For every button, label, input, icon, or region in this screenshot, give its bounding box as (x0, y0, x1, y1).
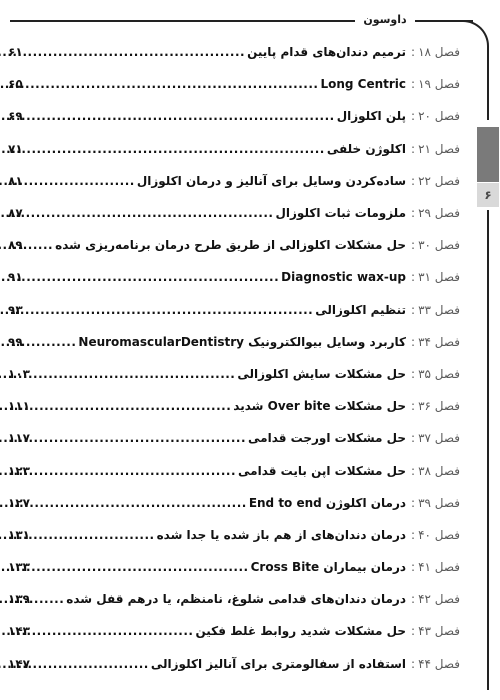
running-header-title: داوسون (355, 10, 415, 30)
leader-dots (25, 109, 335, 123)
page-number: ۸۷ (8, 206, 23, 221)
leader-dots (32, 528, 155, 542)
chapter-title: Long Centric (320, 77, 407, 92)
toc-entry[interactable]: فصل ۳۰ : حل مشکلات اکلوزالی از طریق طرح درمان برنامه‌ریزی شده ..... ۸۹ (8, 229, 460, 261)
toc-entry[interactable]: فصل ۲۰ : پلن اکلوزال ..... ۶۹ (8, 100, 460, 132)
page-number: ۹۳ (8, 302, 23, 317)
leader-dots (25, 206, 274, 220)
toc-entry[interactable]: فصل ۳۵ : حل مشکلات سایش اکلوزالی ..... ۱۰۳ (8, 358, 460, 390)
chapter-title: ساده‌کردن وسایل برای آنالیز و درمان اکلوزال (136, 173, 407, 188)
toc-entry[interactable]: فصل ۳۷ : حل مشکلات اورجت قدامی ..... ۱۱۷ (8, 422, 460, 454)
chapter-number: فصل ۴۳ (418, 624, 460, 639)
chapter-number: فصل ۳۵ (418, 366, 460, 381)
chapter-title: درمان دندان‌های از هم باز شده یا جدا شده (156, 527, 407, 542)
page-number: ۹۱ (8, 270, 23, 285)
chapter-title: حل مشکلات سایش اکلوزالی (237, 366, 407, 381)
page-number: ۸۱ (8, 173, 23, 188)
toc-entry[interactable]: فصل ۱۸ : ترمیم دندان‌های قدام پایین ..... ۶۱ (8, 36, 460, 68)
side-rule (487, 210, 489, 690)
toc-entry[interactable]: فصل ۳۶ : حل مشکلات Over bite شدید ..... ۱۱۱ (8, 390, 460, 422)
leader-dots (25, 303, 314, 317)
leader-dots (25, 335, 77, 349)
toc-entry[interactable]: فصل ۲۱ : اکلوژن خلفی ..... ۷۱ (8, 133, 460, 165)
chapter-number: فصل ۴۱ (418, 560, 460, 575)
page-number: ۱۰۳ (8, 366, 30, 381)
leader-dots (25, 142, 325, 156)
page-number: ۱۴۳ (8, 624, 30, 639)
leader-dots (32, 560, 249, 574)
chapter-title: حل مشکلات اورجت قدامی (248, 431, 407, 446)
chapter-title: حل مشکلات اپن بایت قدامی (238, 463, 407, 478)
leader-dots (32, 399, 231, 413)
page-number: ۶۵ (8, 77, 23, 92)
toc-entry[interactable]: فصل ۴۲ : درمان دندان‌های قدامی شلوغ، نامنظم، یا درهم قفل شده ..... ۱۳۹ (8, 583, 460, 615)
chapter-number: فصل ۴۰ (418, 527, 460, 542)
leader-dots (32, 464, 236, 478)
chapter-number: فصل ۱۹ (418, 77, 460, 92)
page-number: ۱۳۳ (8, 560, 30, 575)
chapter-number: فصل ۲۱ (418, 141, 460, 156)
chapter-title: درمان بیماران Cross Bite (250, 560, 407, 575)
toc-entry[interactable]: فصل ۳۸ : حل مشکلات اپن بایت قدامی ..... ۱۲۳ (8, 454, 460, 486)
chapter-title: اکلوژن خلفی (326, 141, 407, 156)
page-number: ۷۱ (8, 141, 23, 156)
chapter-title: Diagnostic wax-up (281, 270, 407, 285)
page-number: ۱۲۳ (8, 463, 30, 478)
leader-dots (25, 45, 245, 59)
page-number: ۶۱ (8, 45, 23, 60)
chapter-title: حل مشکلات شدید روابط غلط فکین (195, 624, 407, 639)
toc-entry[interactable]: فصل ۴۰ : درمان دندان‌های از هم باز شده یا جدا شده ..... ۱۳۱ (8, 519, 460, 551)
chapter-title: درمان دندان‌های قدامی شلوغ، نامنظم، یا درهم قفل شده (66, 592, 407, 607)
leader-dots (25, 238, 53, 252)
page-number: ۱۲۷ (8, 495, 30, 510)
leader-dots (32, 592, 64, 606)
chapter-number: فصل ۳۷ (418, 431, 460, 446)
chapter-title: کاربرد وسایل بیوالکترونیک NeuromascularDentistry (78, 334, 407, 349)
chapter-number: فصل ۲۹ (418, 206, 460, 221)
chapter-number: فصل ۴۲ (418, 592, 460, 607)
chapter-number: فصل ۲۰ (418, 109, 460, 124)
page-number: ۱۱۷ (8, 431, 30, 446)
toc-entry[interactable]: فصل ۳۹ : درمان اکلوژن End to end ..... ۱۲۷ (8, 487, 460, 519)
chapter-title: پلن اکلوزال (336, 109, 407, 124)
chapter-title: استفاده از سفالومتری برای آنالیز اکلوزالی (150, 656, 407, 671)
table-of-contents (8, 36, 460, 680)
chapter-title: حل مشکلات اکلوزالی از طریق طرح درمان برنامه‌ریزی شده (55, 238, 407, 253)
toc-entry[interactable]: فصل ۲۲ : ساده‌کردن وسایل برای آنالیز و درمان اکلوزال ..... ۸۱ (8, 165, 460, 197)
page-marker: ۶ (477, 183, 499, 207)
page-number: ۱۴۷ (8, 656, 30, 671)
leader-dots (32, 367, 235, 381)
chapter-title: حل مشکلات Over bite شدید (233, 399, 407, 414)
leader-dots (25, 270, 279, 284)
leader-dots (25, 77, 319, 91)
leader-dots (25, 174, 135, 188)
chapter-title: درمان اکلوژن End to end (248, 495, 407, 510)
page-number: ۱۳۹ (8, 592, 30, 607)
chapter-number: فصل ۳۰ (418, 238, 460, 253)
page-number: ۹۹ (8, 334, 23, 349)
leader-dots (32, 496, 247, 510)
chapter-number: فصل ۱۸ (418, 45, 460, 60)
toc-entry[interactable]: فصل ۳۴ : کاربرد وسایل بیوالکترونیک NeuromascularDentistry ..... ۹۹ (8, 326, 460, 358)
toc-entry[interactable]: فصل ۳۱ : Diagnostic wax-up ..... ۹۱ (8, 261, 460, 293)
toc-entry[interactable]: فصل ۴۱ : درمان بیماران Cross Bite ..... ۱۳۳ (8, 551, 460, 583)
chapter-number: فصل ۴۴ (418, 656, 460, 671)
toc-entry[interactable]: فصل ۴۴ : استفاده از سفالومتری برای آنالیز اکلوزالی ..... ۱۴۷ (8, 648, 460, 680)
chapter-number: فصل ۲۲ (418, 173, 460, 188)
toc-entry[interactable]: فصل ۳۳ : تنظیم اکلوزالی ..... ۹۳ (8, 294, 460, 326)
chapter-number: فصل ۳۳ (418, 302, 460, 317)
toc-entry[interactable]: فصل ۱۹ : Long Centric ..... ۶۵ (8, 68, 460, 100)
section-thumb-tab (477, 127, 499, 182)
chapter-title: ترمیم دندان‌های قدام پایین (247, 45, 407, 60)
chapter-title: ملزومات ثبات اکلوزال (275, 206, 407, 221)
chapter-number: فصل ۳۶ (418, 399, 460, 414)
chapter-number: فصل ۳۸ (418, 463, 460, 478)
leader-dots (32, 657, 149, 671)
toc-entry[interactable]: فصل ۴۳ : حل مشکلات شدید روابط غلط فکین ..... ۱۴۳ (8, 615, 460, 647)
leader-dots (32, 624, 194, 638)
page-number: ۱۳۱ (8, 527, 30, 542)
page-number: ۶۹ (8, 109, 23, 124)
page-number: ۸۹ (8, 238, 23, 253)
header-corner-curve (463, 20, 489, 120)
leader-dots (32, 431, 246, 445)
chapter-number: فصل ۳۱ (418, 270, 460, 285)
toc-entry[interactable]: فصل ۲۹ : ملزومات ثبات اکلوزال ..... ۸۷ (8, 197, 460, 229)
chapter-number: فصل ۳۹ (418, 495, 460, 510)
chapter-title: تنظیم اکلوزالی (315, 302, 407, 317)
page-number: ۱۱۱ (8, 399, 30, 414)
chapter-number: فصل ۳۴ (418, 334, 460, 349)
